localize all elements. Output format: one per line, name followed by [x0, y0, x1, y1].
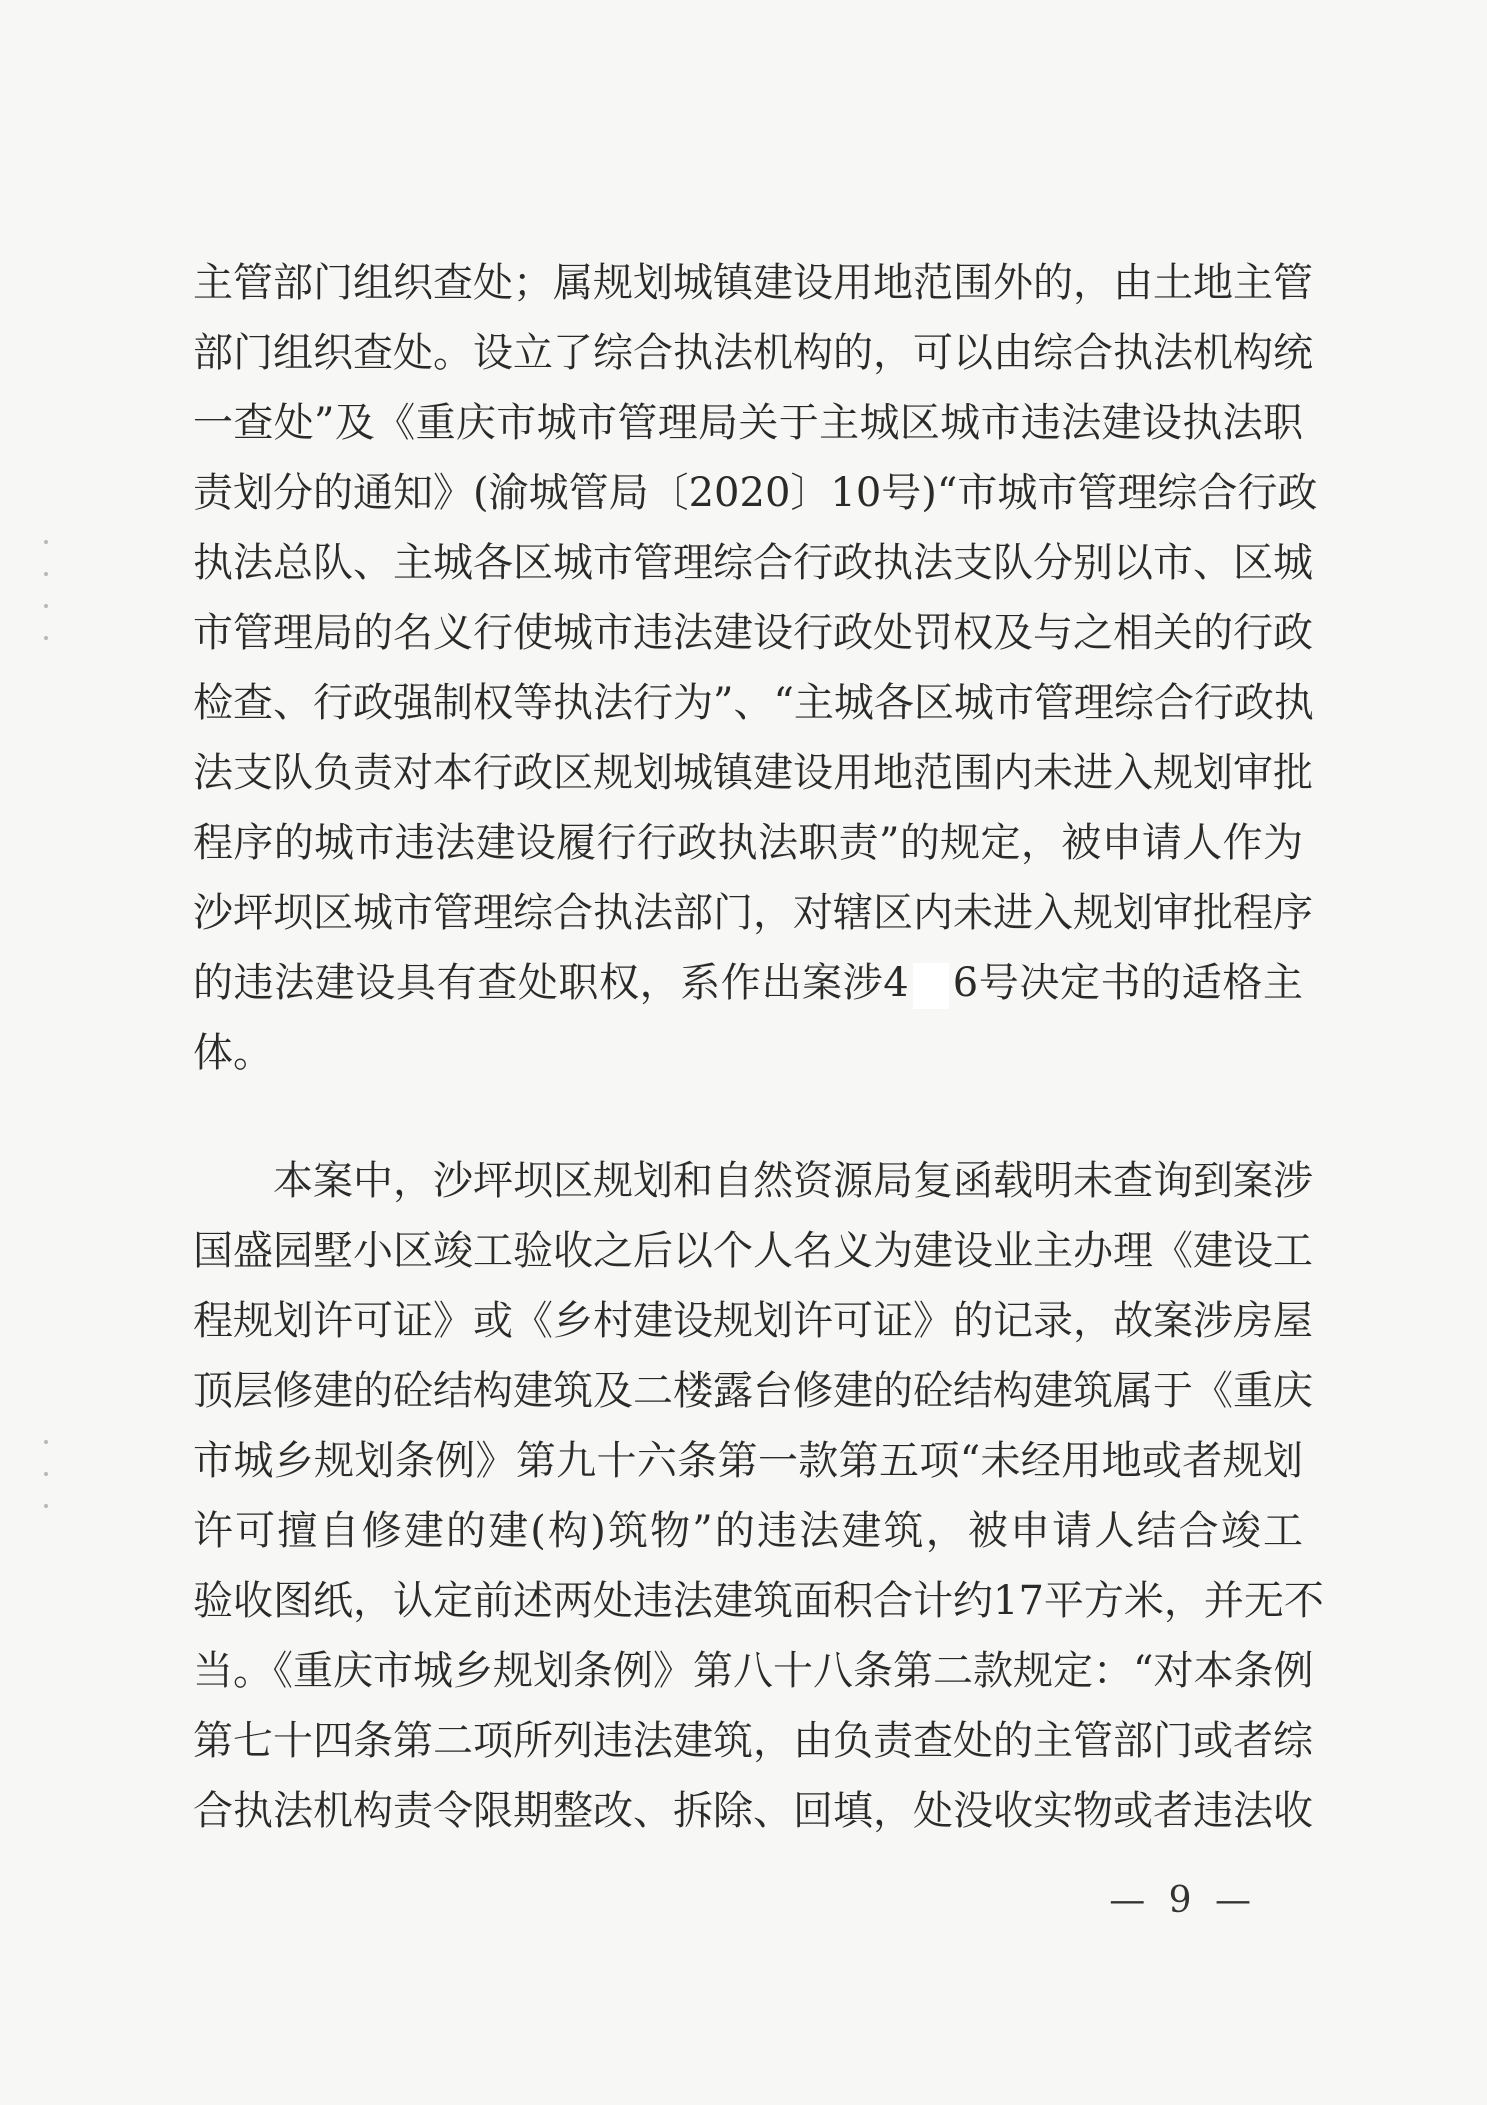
text-line: 责划分的通知》(渝城管局〔2020〕10号)“市城市管理综合行政 — [193, 470, 1318, 516]
text-line: 执法总队、主城各区城市管理综合行政执法支队分别以市、区城 — [193, 540, 1313, 586]
text-line-with-redaction — [193, 948, 1303, 1018]
text-line: 沙坪坝区城市管理综合执法部门，对辖区内未进入规划审批程序 — [193, 890, 1313, 936]
text-line: 本案中，沙坪坝区规划和自然资源局复函载明未查询到案涉 — [273, 1158, 1313, 1204]
binding-mark — [44, 636, 48, 640]
paragraph-2 — [193, 1146, 1324, 1846]
text-line: 市管理局的名义行使城市违法建设行政处罚权及与之相关的行政 — [193, 610, 1313, 656]
text-line: 当。《重庆市城乡规划条例》第八十八条第二款规定：“对本条例 — [193, 1648, 1314, 1694]
text-line: 检查、行政强制权等执法行为”、“主城各区城市管理综合行政执 — [193, 680, 1314, 726]
binding-mark — [44, 572, 48, 576]
document-body — [193, 248, 1324, 1846]
text-line: 第七十四条第二项所列违法建筑，由负责查处的主管部门或者综 — [193, 1718, 1313, 1764]
text-line: 国盛园墅小区竣工验收之后以个人名义为建设业主办理《建设工 — [193, 1228, 1313, 1274]
binding-mark — [44, 1440, 48, 1444]
text-line: 合执法机构责令限期整改、拆除、回填，处没收实物或者违法收 — [193, 1788, 1313, 1834]
paragraph-1 — [193, 248, 1318, 1088]
text-line: 部门组织查处。设立了综合执法机构的，可以由综合执法机构统 — [193, 330, 1313, 376]
binding-mark — [44, 604, 48, 608]
text-line: 许可擅自修建的建(构)筑物”的违法建筑，被申请人结合竣工 — [193, 1508, 1303, 1554]
redaction-box — [913, 963, 949, 1009]
binding-mark — [44, 1472, 48, 1476]
text-line: 法支队负责对本行政区规划城镇建设用地范围内未进入规划审批 — [193, 750, 1313, 796]
binding-mark — [44, 540, 48, 544]
text-segment: 6号决定书的适格主 — [952, 960, 1303, 1006]
text-line: 顶层修建的砼结构建筑及二楼露台修建的砼结构建筑属于《重庆 — [193, 1368, 1313, 1414]
text-line: 验收图纸，认定前述两处违法建筑面积合计约17平方米，并无不 — [193, 1578, 1324, 1624]
text-line: 市城乡规划条例》第九十六条第一款第五项“未经用地或者规划 — [193, 1438, 1303, 1484]
text-line: 程规划许可证》或《乡村建设规划许可证》的记录，故案涉房屋 — [193, 1298, 1313, 1344]
text-line: 主管部门组织查处；属规划城镇建设用地范围外的，由土地主管 — [193, 260, 1313, 306]
page-number: — 9 — — [1109, 1880, 1257, 1921]
text-line: 体。 — [193, 1030, 273, 1076]
text-segment: 的违法建设具有查处职权，系作出案涉4 — [193, 960, 909, 1006]
binding-mark — [44, 1504, 48, 1508]
text-line: 一查处”及《重庆市城市管理局关于主城区城市违法建设执法职 — [193, 400, 1303, 446]
text-line: 程序的城市违法建设履行行政执法职责”的规定，被申请人作为 — [193, 820, 1303, 866]
